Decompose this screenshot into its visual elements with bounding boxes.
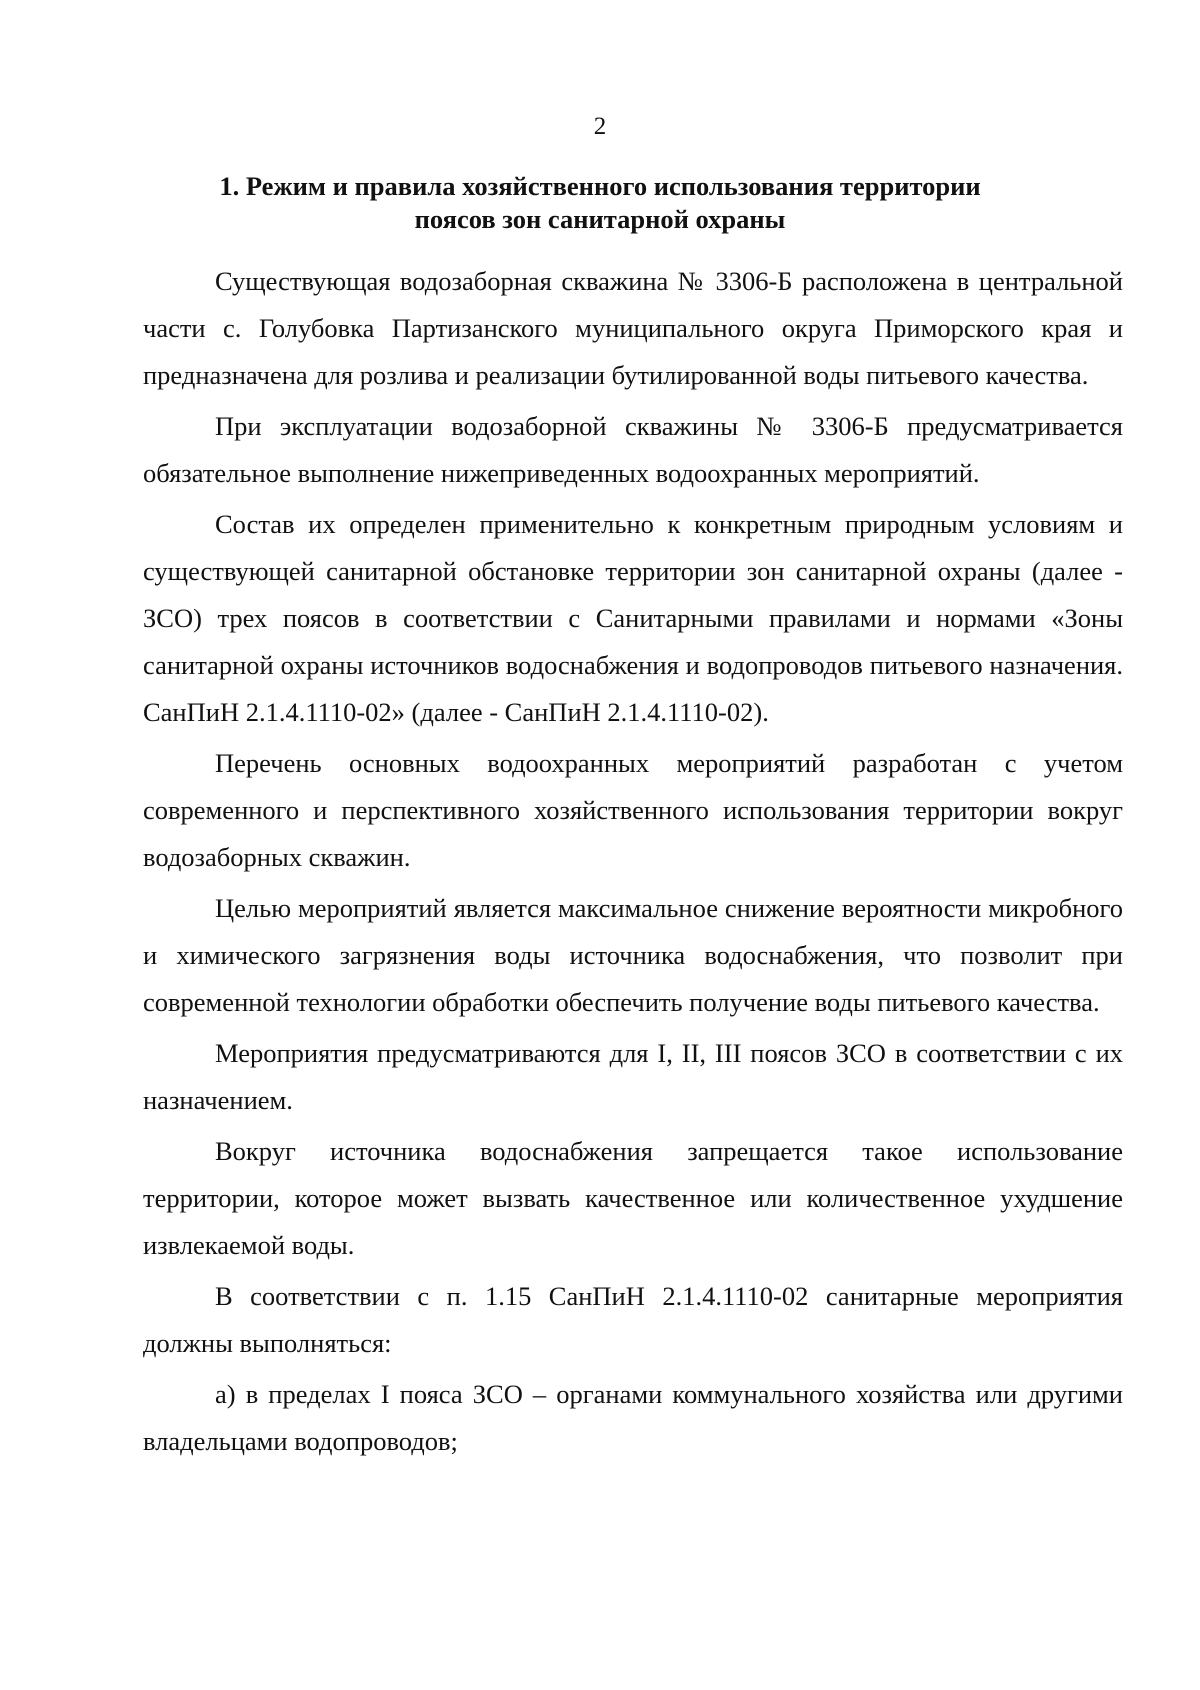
paragraph-zones: Мероприятия предусматриваются для I, II, III поясов ЗСО в соответствии с их назначением.: [143, 1038, 1123, 1115]
paragraph-item-a: а) в пределах I пояса ЗСО – органами коммунального хозяйства или другими владельцами водопроводов;: [143, 1379, 1123, 1456]
document-body: [143, 258, 1123, 1469]
paragraph-prohibition: Вокруг источника водоснабжения запрещается такое использование территории, которое может вызвать качественное или количественное ухудшение извлекаемой воды.: [143, 1136, 1123, 1260]
paragraph-purpose: Целью мероприятий является максимальное снижение вероятности микробного и химического загрязнения воды источника водоснабжения, что позволит при современной технологии обработки обеспечить получение воды питьевого качества.: [143, 893, 1123, 1017]
section-heading-line-1: 1. Режим и правила хозяйственного использования территории: [219, 171, 981, 201]
paragraph-existing-well: Существующая водозаборная скважина № 3306-Б расположена в центральной части с. Голубовка Партизанского муниципального округа Приморского края и предназначена для розлива и реализации бутилированной воды питьевого качества.: [143, 266, 1123, 390]
section-heading: [0, 170, 1200, 236]
paragraph-operation-measures: При эксплуатации водозаборной скважины № 3306-Б предусматривается обязательное выполнение нижеприведенных водоохранных мероприятий.: [143, 411, 1123, 488]
paragraph-sanpin-reference: В соответствии с п. 1.15 СанПиН 2.1.4.1110-02 санитарные мероприятия должны выполняться:: [143, 1281, 1123, 1358]
paragraph-measures-list: Перечень основных водоохранных мероприятий разработан с учетом современного и перспективного хозяйственного использования территории вокруг водозаборных скважин.: [143, 748, 1123, 872]
page-number: 2: [593, 113, 607, 140]
paragraph-composition: Состав их определен применительно к конкретным природным условиям и существующей санитарной обстановке территории зон санитарной охраны (далее - ЗСО) трех поясов в соответствии с Санитарными правилами и нормами «Зоны санитарной охраны источников водоснабжения и водопроводов питьевого назначения. СанПиН 2.1.4.1110-02» (далее - СанПиН 2.1.4.1110-02).: [143, 509, 1123, 727]
section-heading-line-2: поясов зон санитарной охраны: [414, 204, 786, 234]
